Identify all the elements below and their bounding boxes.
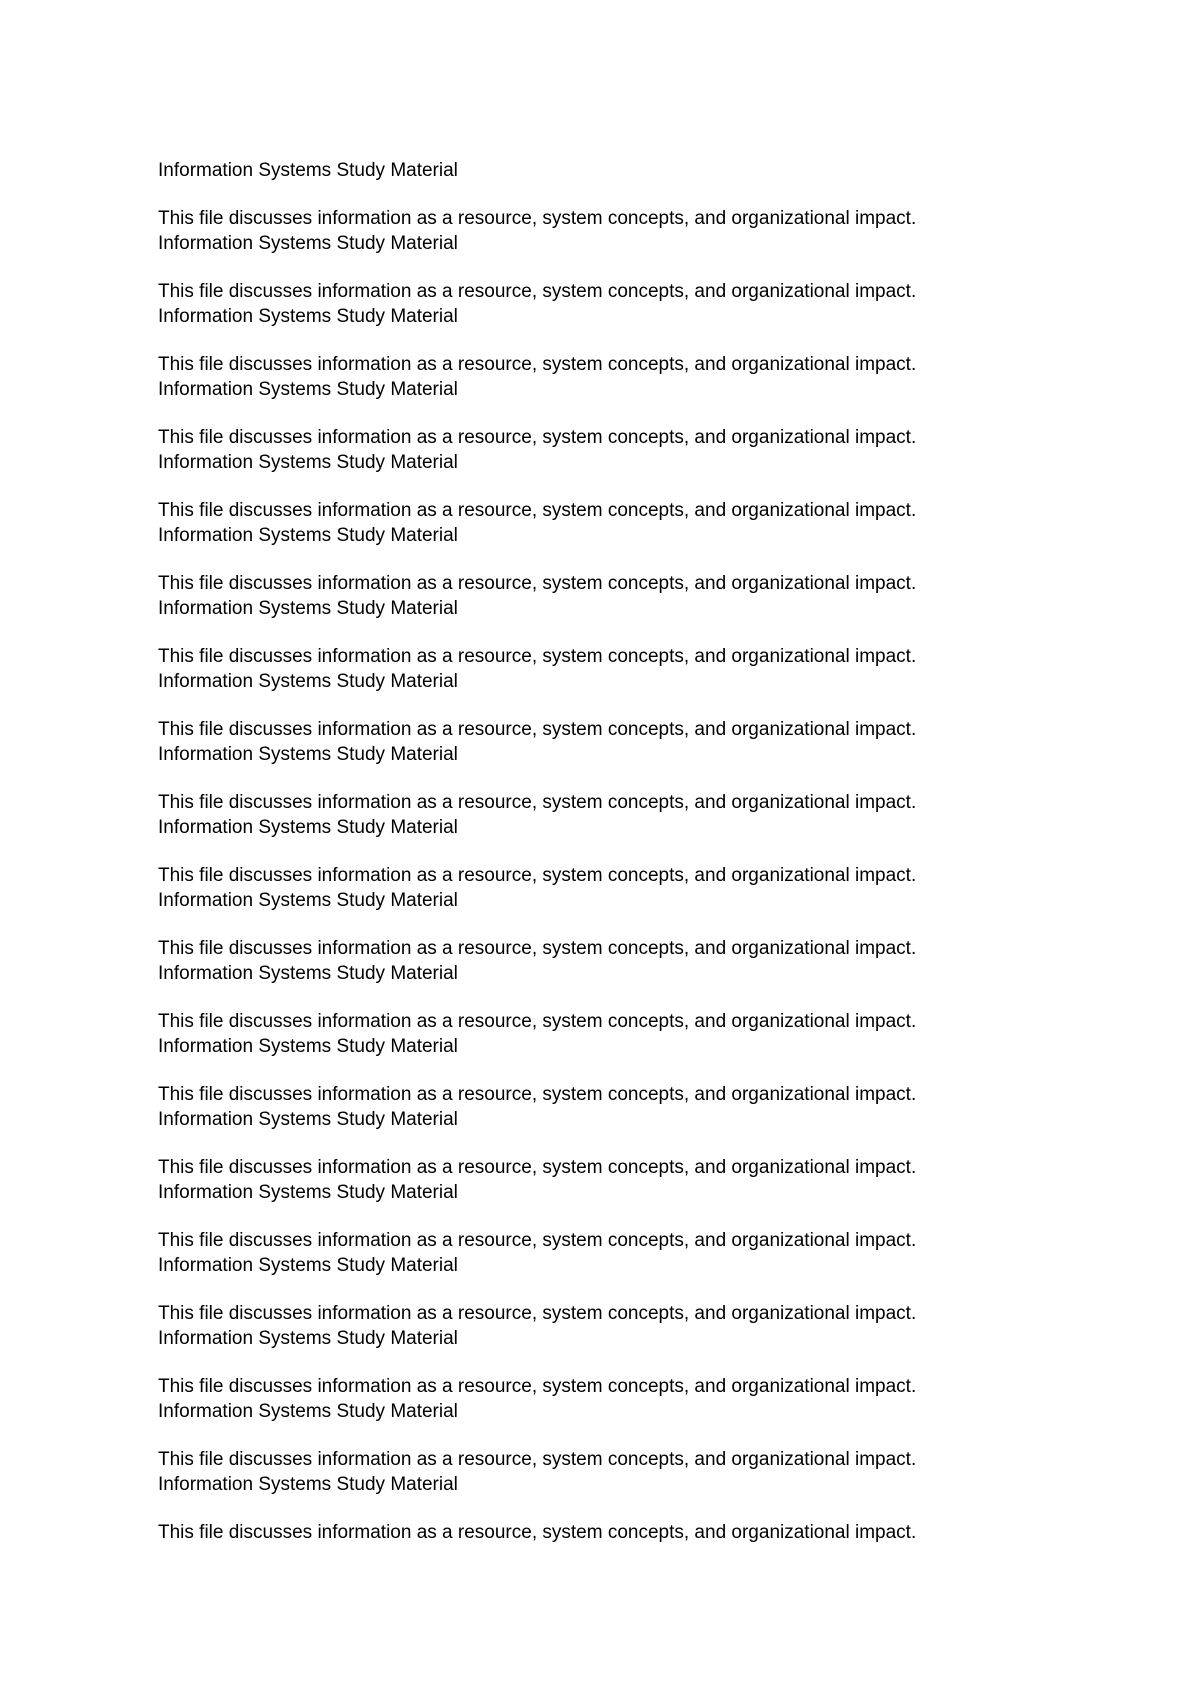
block-title: Information Systems Study Material <box>158 1255 458 1276</box>
text-block <box>158 1108 1058 1181</box>
text-block <box>158 1181 1058 1254</box>
block-title: Information Systems Study Material <box>158 1182 458 1203</box>
block-body: This file discusses information as a resource, system concepts, and organizational impact. <box>158 354 917 375</box>
block-body: This file discusses information as a resource, system concepts, and organizational impact. <box>158 1157 917 1178</box>
block-body: This file discusses information as a resource, system concepts, and organizational impact. <box>158 1522 917 1543</box>
block-title: Information Systems Study Material <box>158 452 458 473</box>
text-block <box>158 743 1058 816</box>
block-body: This file discusses information as a resource, system concepts, and organizational impact. <box>158 573 917 594</box>
block-body: This file discusses information as a resource, system concepts, and organizational impact. <box>158 281 917 302</box>
block-title: Information Systems Study Material <box>158 306 458 327</box>
block-body: This file discusses information as a resource, system concepts, and organizational impact. <box>158 792 917 813</box>
text-block <box>158 962 1058 1035</box>
text-block <box>158 889 1058 962</box>
block-title: Information Systems Study Material <box>158 1401 458 1422</box>
block-title: Information Systems Study Material <box>158 525 458 546</box>
block-title: Information Systems Study Material <box>158 598 458 619</box>
block-title: Information Systems Study Material <box>158 817 458 838</box>
text-block <box>158 524 1058 597</box>
text-block <box>158 670 1058 743</box>
text-block <box>158 1400 1058 1473</box>
block-body: This file discusses information as a resource, system concepts, and organizational impact. <box>158 719 917 740</box>
block-title: Information Systems Study Material <box>158 233 458 254</box>
text-block <box>158 1473 1058 1546</box>
block-title: Information Systems Study Material <box>158 963 458 984</box>
block-body: This file discusses information as a resource, system concepts, and organizational impact. <box>158 1376 917 1397</box>
text-block <box>158 232 1058 305</box>
block-body: This file discusses information as a resource, system concepts, and organizational impact. <box>158 427 917 448</box>
block-title: Information Systems Study Material <box>158 1474 458 1495</box>
block-body: This file discusses information as a resource, system concepts, and organizational impact. <box>158 938 917 959</box>
block-body: This file discusses information as a resource, system concepts, and organizational impact. <box>158 1449 917 1470</box>
block-title: Information Systems Study Material <box>158 744 458 765</box>
block-body: This file discusses information as a resource, system concepts, and organizational impact. <box>158 1230 917 1251</box>
text-block <box>158 378 1058 451</box>
block-body: This file discusses information as a resource, system concepts, and organizational impact. <box>158 500 917 521</box>
block-body: This file discusses information as a resource, system concepts, and organizational impact. <box>158 1011 917 1032</box>
block-title: Information Systems Study Material <box>158 1109 458 1130</box>
text-block <box>158 1327 1058 1400</box>
document-body <box>158 159 1058 1546</box>
block-body: This file discusses information as a resource, system concepts, and organizational impact. <box>158 1303 917 1324</box>
block-body: This file discusses information as a resource, system concepts, and organizational impact. <box>158 865 917 886</box>
block-title: Information Systems Study Material <box>158 1036 458 1057</box>
block-body: This file discusses information as a resource, system concepts, and organizational impact. <box>158 1084 917 1105</box>
text-block <box>158 597 1058 670</box>
text-block <box>158 159 1058 232</box>
block-title: Information Systems Study Material <box>158 890 458 911</box>
block-title: Information Systems Study Material <box>158 379 458 400</box>
block-title: Information Systems Study Material <box>158 160 458 181</box>
text-block <box>158 451 1058 524</box>
block-body: This file discusses information as a resource, system concepts, and organizational impact. <box>158 646 917 667</box>
block-title: Information Systems Study Material <box>158 1328 458 1349</box>
text-block <box>158 1254 1058 1327</box>
text-block <box>158 816 1058 889</box>
block-title: Information Systems Study Material <box>158 671 458 692</box>
block-body: This file discusses information as a resource, system concepts, and organizational impact. <box>158 208 917 229</box>
text-block <box>158 1035 1058 1108</box>
text-block <box>158 305 1058 378</box>
